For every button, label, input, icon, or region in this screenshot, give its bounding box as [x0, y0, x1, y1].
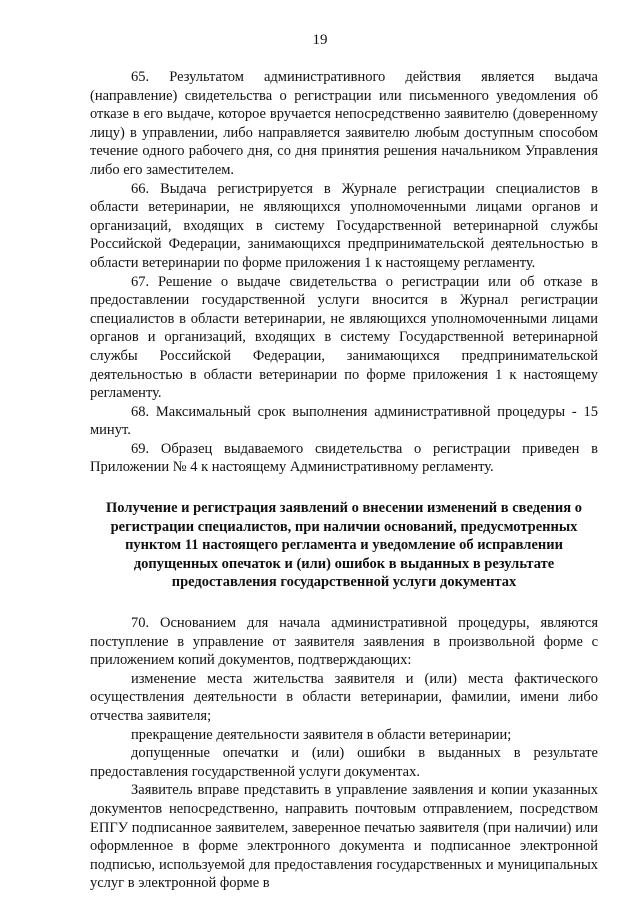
paragraph-66: 66. Выдача регистрируется в Журнале регистрации специалистов в области ветеринарии, не являющихся уполномоченными лицами органов и организаций, входящих в систему Государственной ветеринарной службы Российской Федерации, занимающихся предпринимательской деятельностью в области ветеринарии по форме приложения 1 к настоящему регламенту.: [90, 180, 598, 271]
document-body: [90, 68, 598, 893]
list-item-address-change: изменение места жительства заявителя и (или) места фактического осуществления деятельности в области ветеринарии, фамилии, имени либо отчества заявителя;: [90, 670, 598, 724]
paragraph-68: 68. Максимальный срок выполнения административной процедуры - 15 минут.: [90, 403, 598, 439]
section-heading: Получение и регистрация заявлений о внесении изменений в сведения о регистрации специалистов, при наличии оснований, предусмотренных пунктом 11 настоящего регламента и уведомление об исправлении допущенных опечаток и (или) ошибок в выданных в результате предоставления государственной услуги документах: [106, 500, 582, 591]
page-number: 19: [312, 32, 328, 48]
paragraph-69: 69. Образец выдаваемого свидетельства о регистрации приведен в Приложении № 4 к настоящему Административному регламенту.: [90, 440, 598, 476]
list-item-typos: допущенные опечатки и (или) ошибки в выданных в результате предоставления государственной услуги документах.: [90, 745, 598, 780]
paragraph-65: 65. Результатом административного действия является выдача (направление) свидетельства о регистрации или письменного уведомления об отказе в его выдаче, которое вручается непосредственно заявителю (доверенному лицу) в управлении, либо направляется заявителю любым доступным способом течение одного рабочего дня, со дня принятия решения начальником Управления либо его заместителем.: [90, 69, 598, 178]
paragraph-submission: Заявитель вправе представить в управление заявления и копии указанных документов непосредственно, направить почтовым отправлением, посредством ЕПГУ подписанное заявителем, заверенное печатью заявителя (при наличии) или оформленное в форме электронного документа и подписанное электронной подписью, используемой для предоставления государственных и муниципальных услуг в электронной форме в: [90, 782, 598, 892]
paragraph-70: 70. Основанием для начала административной процедуры, являются поступление в управление от заявителя заявления в произвольной форме с приложением копий документов, подтверждающих:: [90, 615, 598, 669]
list-item-termination: прекращение деятельности заявителя в области ветеринарии;: [131, 726, 512, 743]
paragraph-67: 67. Решение о выдаче свидетельства о регистрации или об отказе в предоставлении государственной услуги вносится в Журнал регистрации специалистов в области ветеринарии, не являющихся уполномоченными лицами органов и организаций, входящих в систему Государственной ветеринарной службы Российской Федерации, занимающихся предпринимательской деятельностью в области ветеринарии по форме приложения 1 к настоящему регламенту.: [90, 273, 598, 402]
